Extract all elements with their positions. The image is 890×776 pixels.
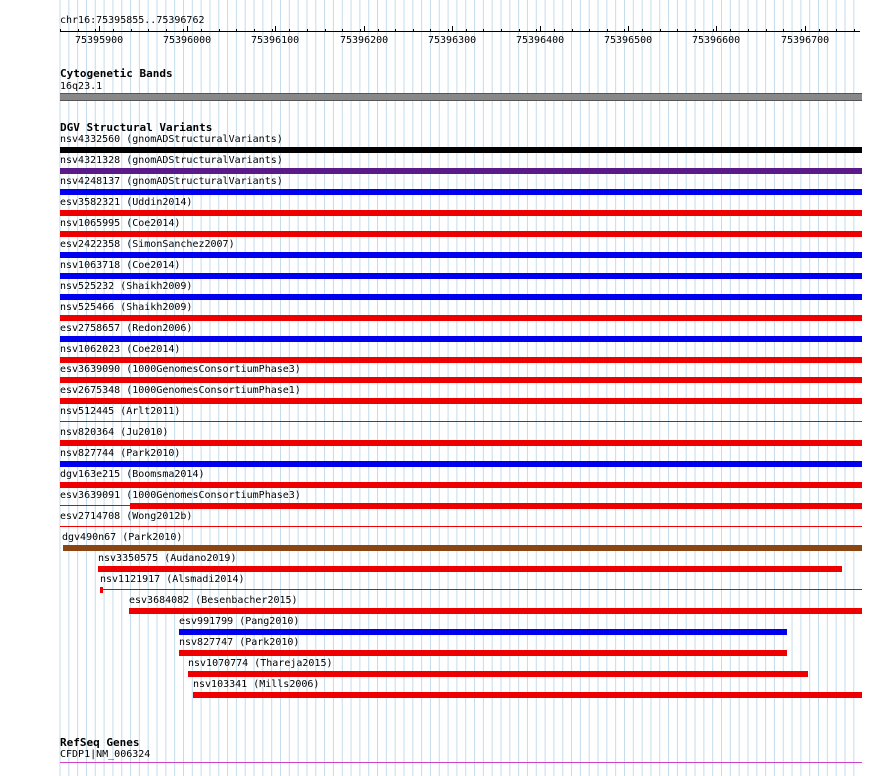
variant-label[interactable]: nsv1065995 (Coe2014) — [60, 218, 181, 229]
variant-label[interactable]: nsv1121917 (Alsmadi2014) — [100, 574, 245, 585]
ruler-minor-tick — [836, 29, 837, 32]
variant-label[interactable]: nsv3350575 (Audano2019) — [98, 553, 237, 564]
ruler-minor-tick — [607, 29, 608, 32]
variant-bar[interactable] — [60, 526, 862, 527]
variant-label[interactable]: esv2675348 (1000GenomesConsortiumPhase1) — [60, 385, 301, 396]
variant-bar[interactable] — [100, 589, 862, 590]
ruler-tick — [716, 26, 717, 32]
ruler-minor-tick — [854, 29, 855, 32]
ruler-minor-tick — [730, 29, 731, 32]
variant-label[interactable]: dgv490n67 (Park2010) — [62, 532, 183, 543]
ruler-tick — [99, 26, 100, 32]
ruler-minor-tick — [554, 29, 555, 32]
variant-bar[interactable] — [188, 671, 808, 677]
ruler-tick-label: 75396700 — [781, 35, 830, 46]
refseq-track-title: RefSeq Genes — [60, 736, 140, 749]
variant-label[interactable]: esv2422358 (SimonSanchez2007) — [60, 239, 235, 250]
variant-bar[interactable] — [60, 505, 130, 506]
ruler-tick — [628, 26, 629, 32]
variant-label[interactable]: nsv1063718 (Coe2014) — [60, 260, 181, 271]
variant-bar[interactable] — [60, 461, 862, 467]
ruler-minor-tick — [289, 29, 290, 32]
variant-label[interactable]: esv3684082 (Besenbacher2015) — [129, 595, 298, 606]
variant-label[interactable]: nsv827744 (Park2010) — [60, 448, 181, 459]
ruler-minor-tick — [254, 29, 255, 32]
ruler-minor-tick — [519, 29, 520, 32]
ruler-minor-tick — [413, 29, 414, 32]
ruler-tick-label: 75395900 — [75, 35, 124, 46]
refseq-gene-bar[interactable] — [60, 762, 862, 763]
variant-bar[interactable] — [60, 398, 862, 404]
ruler-minor-tick — [201, 29, 202, 32]
variant-label[interactable]: nsv4332560 (gnomADStructuralVariants) — [60, 134, 283, 145]
variant-label[interactable]: nsv820364 (Ju2010) — [60, 427, 169, 438]
ruler-minor-tick — [713, 29, 714, 32]
ruler-minor-tick — [219, 29, 220, 32]
ruler-minor-tick — [60, 29, 61, 32]
ruler-minor-tick — [677, 29, 678, 32]
ruler-minor-tick — [801, 29, 802, 32]
variant-bar[interactable] — [179, 629, 787, 635]
variant-bar[interactable] — [60, 189, 862, 195]
ruler-minor-tick — [78, 29, 79, 32]
ruler-minor-tick — [183, 29, 184, 32]
variant-label[interactable]: esv3639090 (1000GenomesConsortiumPhase3) — [60, 364, 301, 375]
refseq-gene-label: CFDP1|NM_006324 — [60, 749, 151, 760]
variant-bar[interactable] — [130, 503, 862, 509]
ruler-minor-tick — [430, 29, 431, 32]
ruler-minor-tick — [589, 29, 590, 32]
variant-bar[interactable] — [60, 315, 862, 321]
ruler-tick-label: 75396100 — [251, 35, 300, 46]
variant-bar[interactable] — [60, 273, 862, 279]
ruler-minor-tick — [342, 29, 343, 32]
ruler-minor-tick — [148, 29, 149, 32]
region-label: chr16:75395855..75396762 — [60, 15, 205, 26]
ruler-tick-label: 75396300 — [428, 35, 477, 46]
variant-bar[interactable] — [193, 692, 862, 698]
ruler-minor-tick — [819, 29, 820, 32]
variant-bar[interactable] — [60, 336, 862, 342]
variant-bar[interactable] — [179, 650, 787, 656]
variant-label[interactable]: nsv525466 (Shaikh2009) — [60, 302, 193, 313]
ruler-minor-tick — [113, 29, 114, 32]
variant-bar[interactable] — [100, 587, 103, 593]
ruler-minor-tick — [766, 29, 767, 32]
variant-label[interactable]: nsv512445 (Arlt2011) — [60, 406, 181, 417]
ruler-minor-tick — [236, 29, 237, 32]
variant-bar[interactable] — [60, 231, 862, 237]
variant-label[interactable]: nsv1070774 (Thareja2015) — [188, 658, 333, 669]
ruler-tick — [275, 26, 276, 32]
ruler-tick — [452, 26, 453, 32]
variant-label[interactable]: nsv1062023 (Coe2014) — [60, 344, 181, 355]
ruler-tick-label: 75396600 — [692, 35, 741, 46]
variant-bar[interactable] — [60, 210, 862, 216]
ruler-minor-tick — [748, 29, 749, 32]
ruler-tick — [805, 26, 806, 32]
ruler-minor-tick — [660, 29, 661, 32]
ruler-minor-tick — [642, 29, 643, 32]
variant-label[interactable]: esv2714708 (Wong2012b) — [60, 511, 193, 522]
ruler-minor-tick — [783, 29, 784, 32]
variant-bar[interactable] — [60, 421, 862, 422]
variant-label[interactable]: nsv103341 (Mills2006) — [193, 679, 320, 690]
variant-bar[interactable] — [60, 147, 862, 153]
ruler-minor-tick — [483, 29, 484, 32]
variant-bar[interactable] — [60, 168, 862, 174]
cytoband-label: 16q23.1 — [60, 81, 103, 92]
variant-bar[interactable] — [60, 482, 862, 488]
ruler-minor-tick — [466, 29, 467, 32]
ruler-tick — [187, 26, 188, 32]
ruler-tick-label: 75396500 — [604, 35, 653, 46]
ruler-tick — [540, 26, 541, 32]
ruler-minor-tick — [378, 29, 379, 32]
ruler-minor-tick — [166, 29, 167, 32]
ruler-minor-tick — [695, 29, 696, 32]
cytoband-bar[interactable] — [60, 93, 862, 101]
ruler-minor-tick — [395, 29, 396, 32]
variant-bar[interactable] — [129, 608, 862, 614]
variant-bar[interactable] — [60, 252, 862, 258]
variant-bar[interactable] — [60, 294, 862, 300]
ruler-minor-tick — [360, 29, 361, 32]
ruler-minor-tick — [325, 29, 326, 32]
ruler-minor-tick — [572, 29, 573, 32]
variant-label[interactable]: esv3639091 (1000GenomesConsortiumPhase3) — [60, 490, 301, 501]
variant-bar[interactable] — [63, 545, 862, 551]
variant-bar[interactable] — [98, 566, 842, 572]
ruler-minor-tick — [272, 29, 273, 32]
ruler-minor-tick — [536, 29, 537, 32]
variant-label[interactable]: nsv4321328 (gnomADStructuralVariants) — [60, 155, 283, 166]
ruler-tick-label: 75396400 — [516, 35, 565, 46]
variant-label[interactable]: esv3582321 (Uddin2014) — [60, 197, 193, 208]
ruler-minor-tick — [448, 29, 449, 32]
ruler-minor-tick — [501, 29, 502, 32]
ruler-tick-label: 75396000 — [163, 35, 212, 46]
ruler-minor-tick — [131, 29, 132, 32]
ruler-minor-tick — [624, 29, 625, 32]
variant-bar[interactable] — [60, 357, 862, 363]
ruler-tick-label: 75396200 — [340, 35, 389, 46]
ruler-axis — [60, 31, 860, 32]
variant-label[interactable]: esv991799 (Pang2010) — [179, 616, 300, 627]
variant-label[interactable]: dgv163e215 (Boomsma2014) — [60, 469, 205, 480]
variant-bar[interactable] — [60, 440, 862, 446]
cytoband-track-title: Cytogenetic Bands — [60, 67, 173, 80]
ruler-tick — [364, 26, 365, 32]
variant-bar[interactable] — [60, 377, 862, 383]
dgv-track-title: DGV Structural Variants — [60, 121, 213, 134]
variant-label[interactable]: nsv827747 (Park2010) — [179, 637, 300, 648]
variant-label[interactable]: nsv4248137 (gnomADStructuralVariants) — [60, 176, 283, 187]
variant-label[interactable]: esv2758657 (Redon2006) — [60, 323, 193, 334]
variant-label[interactable]: nsv525232 (Shaikh2009) — [60, 281, 193, 292]
ruler-minor-tick — [95, 29, 96, 32]
ruler-minor-tick — [307, 29, 308, 32]
